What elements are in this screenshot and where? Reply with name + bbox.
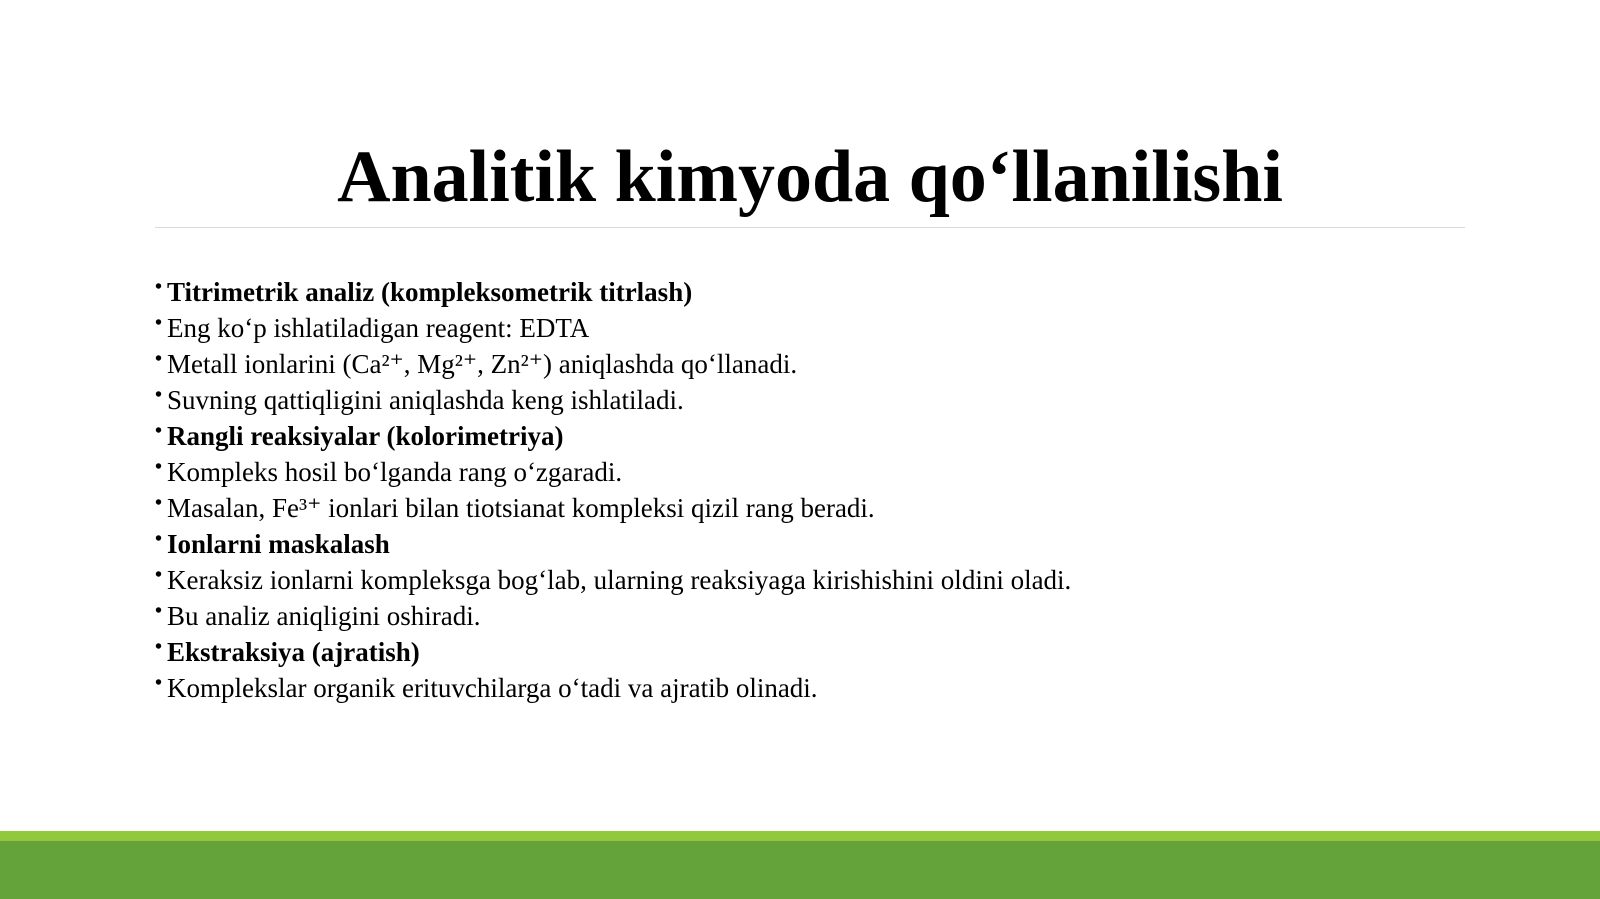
- bullet-icon: •: [155, 276, 163, 298]
- bullet-icon: •: [155, 600, 163, 622]
- list-item-text: Titrimetrik analiz (kompleksometrik titrlash): [167, 277, 693, 307]
- title-divider: [155, 227, 1465, 228]
- bullet-icon: •: [155, 672, 163, 694]
- footer-band: [0, 841, 1600, 899]
- slide-title: Analitik kimyoda qo‘llanilishi: [337, 136, 1283, 218]
- list-item-text: Rangli reaksiyalar (kolorimetriya): [167, 421, 564, 451]
- list-item-text: Keraksiz ionlarni kompleksga bog‘lab, ularning reaksiyaga kirishishini oldini oladi.: [167, 565, 1072, 595]
- list-item-heading-rangli: [155, 418, 1455, 454]
- list-item-text: Metall ionlarini (Ca²⁺, Mg²⁺, Zn²⁺) aniqlashda qo‘llanadi.: [167, 349, 798, 379]
- bullet-icon: •: [155, 528, 163, 550]
- bullet-icon: •: [155, 348, 163, 370]
- bullet-icon: •: [155, 420, 163, 442]
- list-item-text: Suvning qattiqligini aniqlashda keng ishlatiladi.: [167, 385, 684, 415]
- list-item-heading-titrimetrik: [155, 274, 1455, 310]
- bullet-icon: •: [155, 312, 163, 334]
- list-item: [155, 562, 1455, 598]
- list-item-heading-ekstraksiya: [155, 634, 1455, 670]
- list-item-text: Eng ko‘p ishlatiladigan reagent: EDTA: [167, 313, 590, 343]
- list-item: [155, 310, 1455, 346]
- list-item-text: Ekstraksiya (ajratish): [167, 637, 420, 667]
- bullet-icon: •: [155, 456, 163, 478]
- list-item: [155, 382, 1455, 418]
- list-item-text: Bu analiz aniqligini oshiradi.: [167, 601, 481, 631]
- list-item: [155, 490, 1455, 526]
- list-item-text: Kompleks hosil bo‘lganda rang o‘zgaradi.: [167, 457, 623, 487]
- list-item-text: Komplekslar organik erituvchilarga o‘tadi va ajratib olinadi.: [167, 673, 818, 703]
- footer-accent-strip: [0, 831, 1600, 841]
- list-item-heading-maskalash: [155, 526, 1455, 562]
- bullet-icon: •: [155, 636, 163, 658]
- list-item-text: Masalan, Fe³⁺ ionlari bilan tiotsianat kompleksi qizil rang beradi.: [167, 493, 875, 523]
- bullet-icon: •: [155, 564, 163, 586]
- list-item: [155, 454, 1455, 490]
- bullet-list: [155, 274, 1455, 706]
- list-item: [155, 598, 1455, 634]
- list-item-text: Ionlarni maskalash: [167, 529, 390, 559]
- list-item: [155, 346, 1455, 382]
- bullet-icon: •: [155, 384, 163, 406]
- list-item: [155, 670, 1455, 706]
- bullet-icon: •: [155, 492, 163, 514]
